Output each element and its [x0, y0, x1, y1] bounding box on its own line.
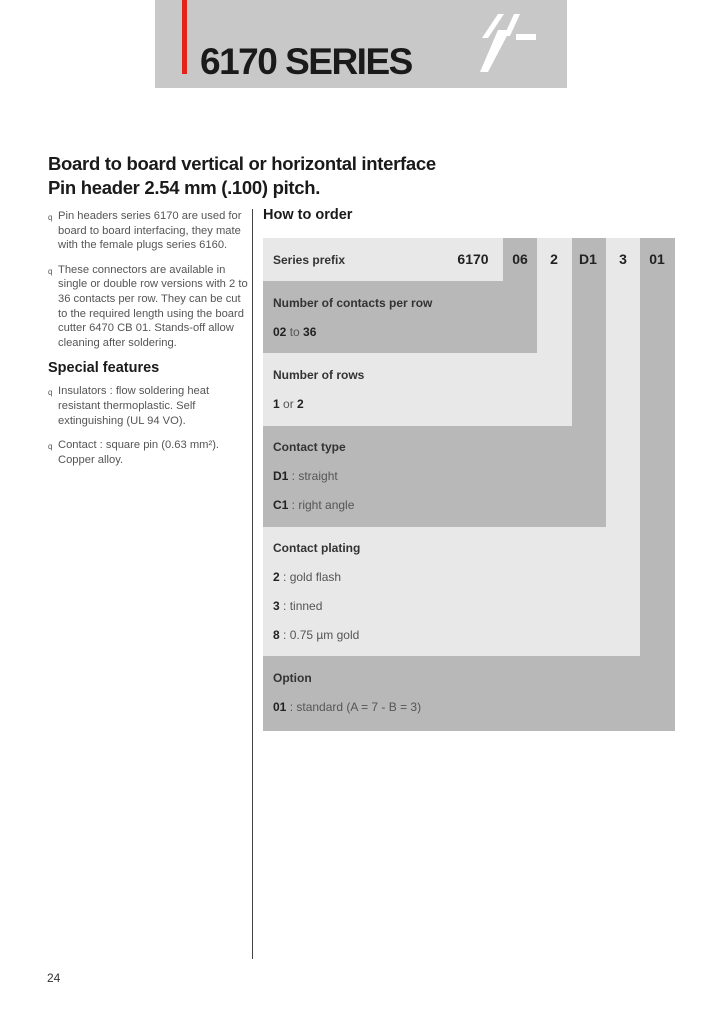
left-column: [48, 209, 248, 477]
plating-option: [273, 628, 359, 642]
bullet-text: Insulators : flow soldering heat resistant thermoplastic. Self extinguishing (UL 94 VO).: [58, 385, 210, 427]
option-desc: : standard (A = 7 - B = 3): [286, 700, 422, 714]
special-features-title: Special features: [48, 360, 160, 377]
option-item: [273, 700, 421, 714]
plating-desc: : 0.75 µm gold: [279, 628, 360, 642]
main-title-line-1: Board to board vertical or horizontal interface: [48, 153, 436, 174]
bullet-text: Pin headers series 6170 are used for board to board interfacing, they mate with the female plugs series 6160.: [58, 210, 242, 252]
main-title-line-2: Pin header 2.54 mm (.100) pitch.: [48, 177, 321, 198]
rows-min: 1: [273, 397, 280, 411]
contacts-min: 02: [273, 325, 287, 339]
bullet-icon: q: [48, 388, 53, 398]
bullet-icon: q: [48, 266, 53, 276]
plating-option: [273, 599, 322, 613]
contact-type-desc: : right angle: [288, 498, 355, 512]
contact-type-desc: : straight: [288, 469, 338, 483]
list-item: [48, 384, 248, 428]
brand-logo-icon: [476, 12, 538, 74]
list-item: [48, 209, 248, 253]
plating-option: [273, 570, 341, 584]
code-contact-type: D1: [579, 251, 597, 267]
bullet-text: These connectors are available in single or double row versions with 2 to 36 contacts per row. They can be cut to the required length using the board cutter 6470 CB 01. Stands-off allow cleaning after soldering.: [58, 263, 248, 349]
rows-sep: or: [279, 397, 298, 411]
bullet-icon: q: [48, 442, 53, 452]
rows-block: [263, 353, 537, 426]
series-prefix-label: Series prefix: [273, 253, 346, 267]
code-contacts: 06: [512, 251, 528, 267]
rows-title: Number of rows: [273, 368, 365, 382]
plating-desc: : gold flash: [279, 570, 342, 584]
code-column-contact-type: [572, 238, 606, 527]
main-title: [48, 152, 648, 200]
plating-code: 8: [273, 628, 280, 642]
contact-type-option: [273, 469, 338, 483]
code-column-plating: [606, 238, 640, 656]
option-title: Option: [273, 671, 312, 685]
plating-desc: : tinned: [279, 599, 323, 613]
contact-type-option: [273, 498, 354, 512]
contact-type-title: Contact type: [273, 440, 346, 454]
bullet-text: Contact : square pin (0.63 mm²). Copper alloy.: [58, 439, 220, 466]
list-item: [48, 438, 248, 467]
how-to-order-title: How to order: [263, 207, 353, 223]
plating-code: 3: [273, 599, 280, 613]
contact-plating-title: Contact plating: [273, 541, 361, 555]
code-series: 6170: [457, 251, 489, 267]
code-plating: 3: [619, 251, 627, 267]
option-block: [263, 656, 640, 731]
plating-code: 2: [273, 570, 280, 584]
contact-type-code: D1: [273, 469, 289, 483]
code-rows: 2: [550, 251, 558, 267]
code-column-option: [640, 238, 675, 731]
code-option: 01: [649, 251, 665, 267]
rows-max: 2: [297, 397, 304, 411]
contacts-range: [273, 325, 316, 339]
contact-type-code: C1: [273, 498, 289, 512]
bullet-icon: q: [48, 213, 53, 222]
page-number: 24: [47, 971, 61, 985]
contacts-max: 36: [303, 325, 317, 339]
list-item: [48, 263, 248, 351]
option-code: 01: [273, 700, 287, 714]
column-divider: [252, 209, 253, 959]
contacts-per-row-block: [263, 281, 503, 353]
contacts-title: Number of contacts per row: [273, 296, 433, 310]
series-title: 6170 SERIES: [200, 41, 412, 82]
rows-range: [273, 397, 304, 411]
accent-bar: [182, 0, 187, 74]
contacts-sep: to: [286, 325, 304, 339]
